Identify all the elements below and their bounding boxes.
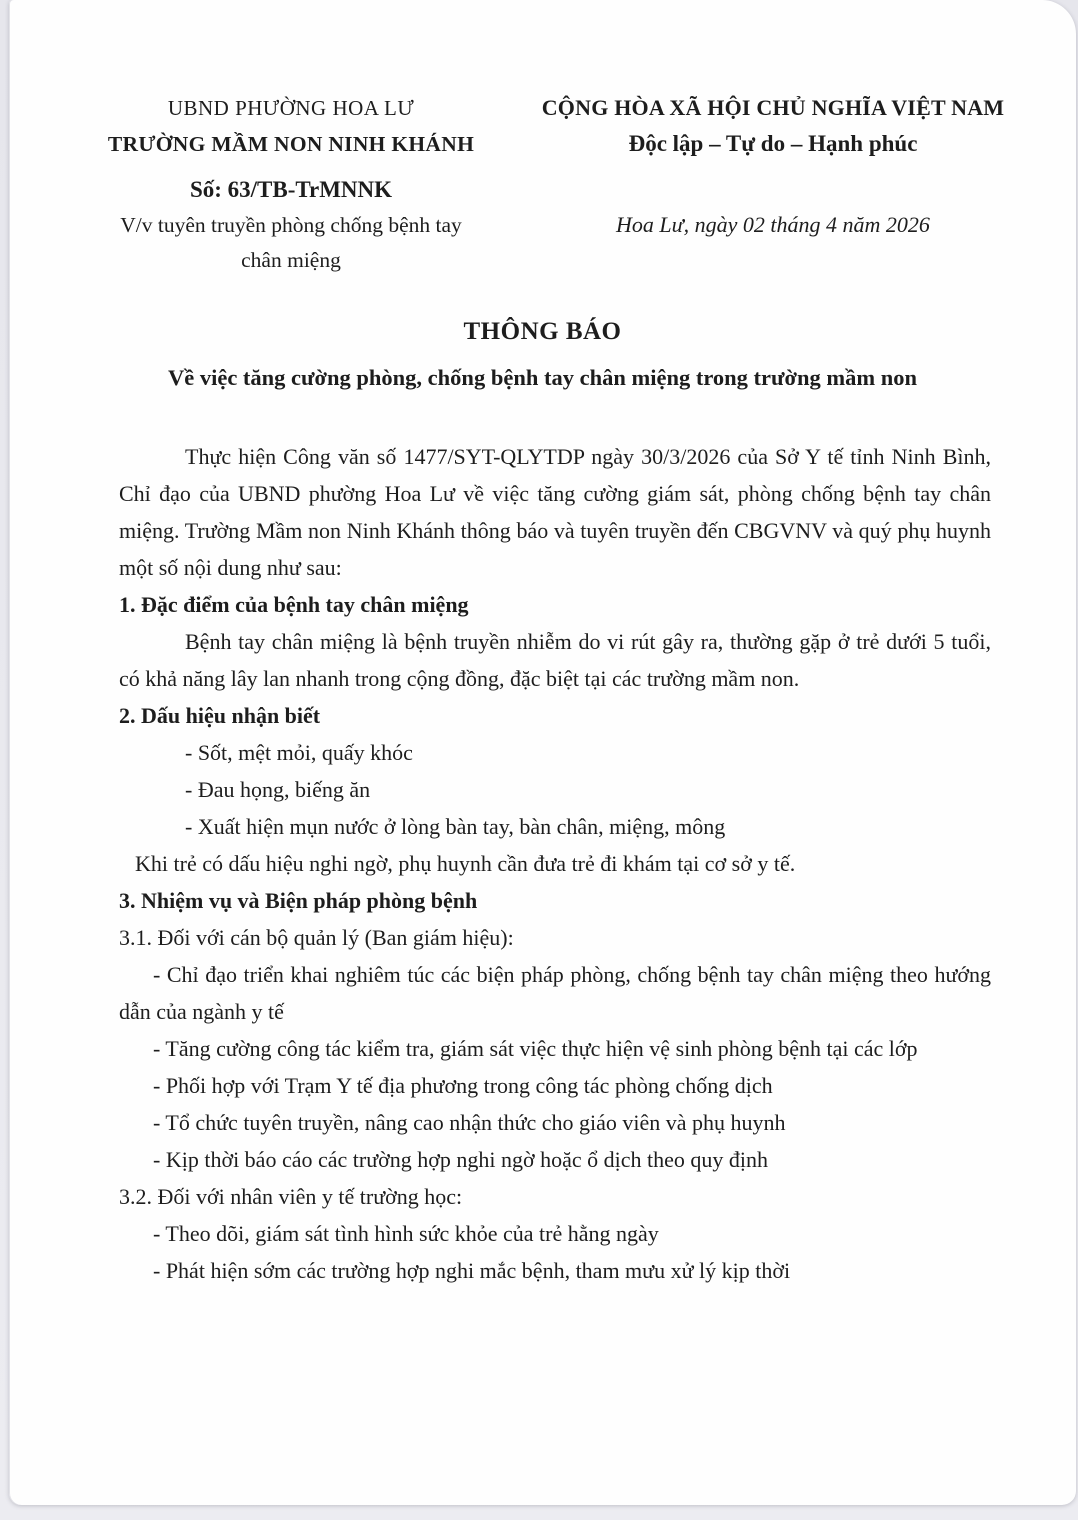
school-name: TRƯỜNG MẦM NON NINH KHÁNH [107, 132, 475, 156]
document-subtitle: Về việc tăng cường phòng, chống bệnh tay chân miệng trong trường mầm non [167, 365, 918, 390]
document-paper [9, 0, 1076, 1505]
body-paragraph: - Phối hợp với Trạm Y tế địa phương trong công tác phòng chống dịch [153, 1073, 773, 1098]
document-body [119, 438, 991, 1289]
body-paragraph: - Theo dõi, giám sát tình hình sức khỏe của trẻ hằng ngày [153, 1221, 659, 1246]
title-block [9, 314, 1076, 396]
parent-authority-name: UBND PHƯỜNG HOA LƯ [167, 96, 415, 120]
body-paragraph: - Xuất hiện mụn nước ở lòng bàn tay, bàn chân, miệng, mông [185, 814, 726, 839]
document-subject-line2: chân miệng [241, 248, 341, 272]
body-paragraph: 3.1. Đối với cán bộ quản lý (Ban giám hiệu): [119, 925, 514, 950]
national-heading-block [525, 90, 1021, 242]
issuing-authority-block [81, 90, 501, 278]
document-subject-line1: V/v tuyên truyền phòng chống bệnh tay [120, 213, 462, 237]
section-heading: 2. Dấu hiệu nhận biết [119, 703, 321, 728]
body-paragraph: Bệnh tay chân miệng là bệnh truyền nhiễm do vi rút gây ra, thường gặp ở trẻ dưới 5 tuổi, có khả năng lây lan nhanh trong cộng đồng, đặc biệt tại các trường mầm non. [119, 629, 991, 691]
document-title: THÔNG BÁO [463, 318, 622, 345]
body-paragraph: - Đau họng, biếng ăn [185, 777, 371, 802]
document-number: Số: 63/TB-TrMNNK [189, 177, 393, 202]
body-paragraph: - Phát hiện sớm các trường hợp nghi mắc bệnh, tham mưu xử lý kịp thời [153, 1258, 791, 1283]
section-heading: 3. Nhiệm vụ và Biện pháp phòng bệnh [119, 888, 478, 913]
national-name: CỘNG HÒA XÃ HỘI CHỦ NGHĨA VIỆT NAM [541, 95, 1005, 120]
body-paragraph: - Kịp thời báo cáo các trường hợp nghi ngờ hoặc ổ dịch theo quy định [153, 1147, 769, 1172]
body-paragraph: - Sốt, mệt mỏi, quấy khóc [185, 740, 413, 765]
body-paragraph: - Chỉ đạo triển khai nghiêm túc các biện pháp phòng, chống bệnh tay chân miệng theo hướng dẫn của ngành y tế [119, 962, 991, 1024]
body-paragraph: Thực hiện Công văn số 1477/SYT-QLYTDP ngày 30/3/2026 của Sở Y tế tỉnh Ninh Bình, Chỉ đạo của UBND phường Hoa Lư về việc tăng cường giám sát, phòng chống bệnh tay chân miệng. Trường Mầm non Ninh Khánh thông báo và tuyên truyền đến CBGVNV và quý phụ huynh một số nội dung như sau: [119, 444, 991, 580]
body-paragraph: 3.2. Đối với nhân viên y tế trường học: [119, 1184, 463, 1209]
document-subject [81, 208, 501, 278]
body-paragraph: - Tổ chức tuyên truyền, nâng cao nhận thức cho giáo viên và phụ huynh [153, 1110, 786, 1135]
national-motto: Độc lập – Tự do – Hạnh phúc [628, 131, 918, 156]
body-paragraph: - Tăng cường công tác kiểm tra, giám sát việc thực hiện vệ sinh phòng bệnh tại các lớp [153, 1036, 918, 1061]
place-and-date: Hoa Lư, ngày 02 tháng 4 năm 2026 [616, 212, 930, 237]
body-paragraph: Khi trẻ có dấu hiệu nghi ngờ, phụ huynh cần đưa trẻ đi khám tại cơ sở y tế. [135, 851, 796, 876]
section-heading: 1. Đặc điểm của bệnh tay chân miệng [119, 592, 469, 617]
